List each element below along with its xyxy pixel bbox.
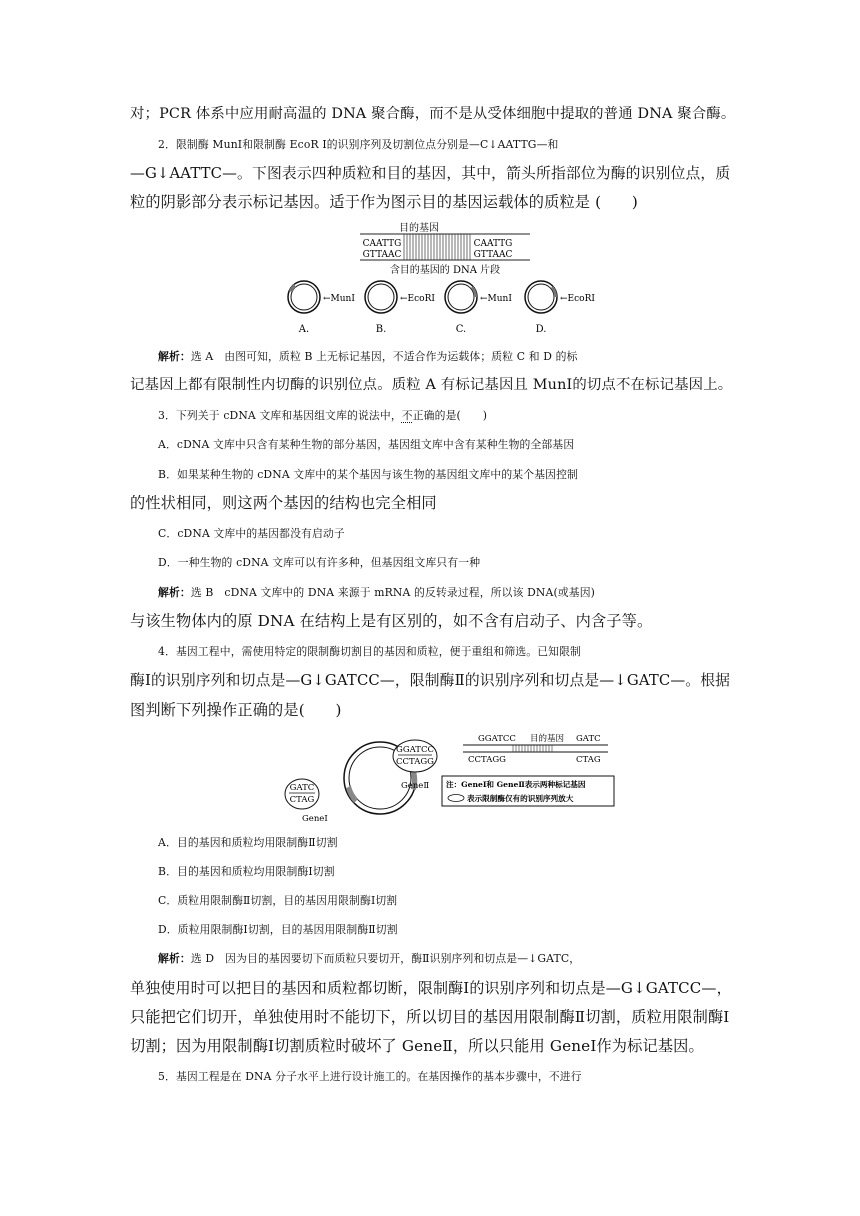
analysis-2-line-1 (158, 342, 764, 372)
analysis-text: 选 A 由图可知，质粒 B 上无标记基因，不适合作为运载体；质粒 C 和 D 的标 (190, 350, 578, 363)
analysis-label: 解析： (158, 952, 191, 965)
analysis-2-line-2: 记基因上都有限制性内切酶的识别位点。质粒 A 有标记基因且 MunⅠ的切点不在标记基因上。 (130, 377, 733, 393)
stem-part: 3．下列关于 cDNA 文库和基因组文库的说法中， (158, 409, 402, 422)
question-3-stem (158, 401, 764, 431)
site1-bottom: CCTAGG (396, 757, 434, 767)
plasmid-c (445, 281, 512, 335)
plasmid-d (525, 281, 595, 335)
note-line-2: 表示限制酶仅有的识别序列放大 (467, 794, 574, 803)
right-seq-bottom: GTTAAC (473, 250, 513, 260)
right-seq-top: CAATTG (473, 239, 513, 249)
text-line: 对；PCR 体系中应用耐高温的 DNA 聚合酶，而不是从受体细胞中提取的普通 DNA 聚合酶。 (130, 106, 736, 122)
site1-top: GGATCC (396, 745, 434, 755)
frag-right-bottom: CTAG (576, 755, 601, 765)
label-a: A. (298, 324, 310, 335)
label-d: D. (535, 324, 547, 335)
frag-left-bottom: CCTAGG (468, 755, 506, 765)
gene1-label: GeneⅠ (302, 814, 328, 824)
analysis-4-line-1 (158, 944, 764, 974)
question-4-line-2: 酶Ⅰ的识别序列和切点是—G↓GATCC—，限制酶Ⅱ的识别序列和切点是—↓GATC—。根据 (130, 672, 731, 689)
eco-site-label: ←EcoRⅠ (400, 294, 435, 304)
label-c: C. (455, 324, 467, 335)
option-c: C．cDNA 文库中的基因都没有启动子 (158, 527, 345, 540)
question-2-line-1: 2．限制酶 MunⅠ和限制酶 EcoR Ⅰ的识别序列及切割位点分别是—C↓AATTG—和 (158, 138, 559, 151)
gene2-label: GeneⅡ (401, 781, 430, 791)
plasmid-figure-1 (280, 220, 595, 336)
label-b: B. (375, 324, 387, 335)
analysis-4-line-2: 单独使用时可以把目的基因和质粒都切断，限制酶Ⅰ的识别序列和切点是—G↓GATCC—， (130, 979, 732, 997)
question-2-line-3: 粒的阴影部分表示标记基因。适于作为图示目的基因运载体的质粒是 ( ) (130, 193, 638, 211)
q4-option-b: B．目的基因和质粒均用限制酶Ⅰ切割 (158, 865, 335, 878)
option-b-cont: 的性状相同，则这两个基因的结构也完全相同 (130, 494, 437, 512)
analysis-label: 解析： (158, 350, 191, 363)
frag-title: 目的基因 (530, 734, 565, 744)
analysis-text: 选 B cDNA 文库中的 DNA 来源于 mRNA 的反转录过程，所以该 DNA(或基因) (190, 586, 596, 599)
left-seq-bottom: GTTAAC (362, 250, 402, 260)
plasmid-figure-2 (278, 728, 618, 828)
site2-top: GATC (289, 783, 315, 793)
stem-part: 正确的是( ) (412, 409, 488, 422)
emphasis-not: 不 (401, 409, 413, 422)
question-4-line-3: 图判断下列操作正确的是( ) (130, 701, 342, 719)
analysis-3-line-2: 与该生物体内的原 DNA 在结构上是有区别的，如不含有启动子、内含子等。 (130, 612, 653, 630)
plasmid-a (288, 281, 355, 335)
mun-site-label: ←MunⅠ (323, 294, 355, 304)
q4-option-a: A．目的基因和质粒均用限制酶Ⅱ切割 (158, 836, 338, 849)
analysis-label: 解析： (158, 586, 191, 599)
option-a: A．cDNA 文库中只含有某种生物的部分基因，基因组文库中含有某种生物的全部基因 (158, 438, 575, 451)
q4-option-d: D．质粒用限制酶Ⅰ切割，目的基因用限制酶Ⅱ切割 (158, 923, 398, 936)
analysis-3-line-1 (158, 578, 764, 608)
q4-option-c: C．质粒用限制酶Ⅱ切割，目的基因用限制酶Ⅰ切割 (158, 894, 398, 907)
fragment-caption: 含目的基因的 DNA 片段 (389, 265, 501, 276)
question-2-line-2: —G↓AATTC—。下图表示四种质粒和目的基因，其中，箭头所指部位为酶的识别位点，质 (130, 165, 731, 182)
left-seq-top: CAATTG (362, 239, 402, 249)
option-d: D．一种生物的 cDNA 文库可以有许多种，但基因组文库只有一种 (158, 556, 481, 569)
mun-site-label-c: ←MunⅠ (480, 294, 512, 304)
option-b: B．如果某种生物的 cDNA 文库中的某个基因与该生物的基因组文库中的某个基因控制 (158, 468, 578, 481)
note-line-1: 注：GeneⅠ和 GeneⅡ表示两种标记基因 (446, 780, 586, 789)
eco-site-label-d: ←EcoRⅠ (560, 294, 595, 304)
question-5-line-1: 5．基因工程是在 DNA 分子水平上进行设计施工的。在基因操作的基本步骤中，不进行 (158, 1070, 582, 1083)
gene-title: 目的基因 (399, 223, 439, 234)
site2-bottom: CTAG (289, 795, 315, 805)
analysis-4-line-4: 切割；因为用限制酶Ⅰ切割质粒时破坏了 GeneⅡ，所以只能用 GeneⅠ作为标记基因。 (130, 1037, 704, 1055)
analysis-4-line-3: 只能把它们切开，单独使用时不能切下，所以切目的基因用限制酶Ⅱ切割，质粒用限制酶Ⅰ (130, 1008, 730, 1026)
plasmid-b (365, 281, 435, 335)
frag-right-top: GATC (576, 734, 601, 744)
analysis-text: 选 D 因为目的基因要切下而质粒只要切开，酶Ⅱ识别序列和切点是—↓GATC， (190, 952, 581, 965)
question-4-line-1: 4．基因工程中，需使用特定的限制酶切割目的基因和质粒，便于重组和筛选。已知限制 (158, 645, 581, 658)
frag-left-top: GGATCC (478, 734, 516, 744)
